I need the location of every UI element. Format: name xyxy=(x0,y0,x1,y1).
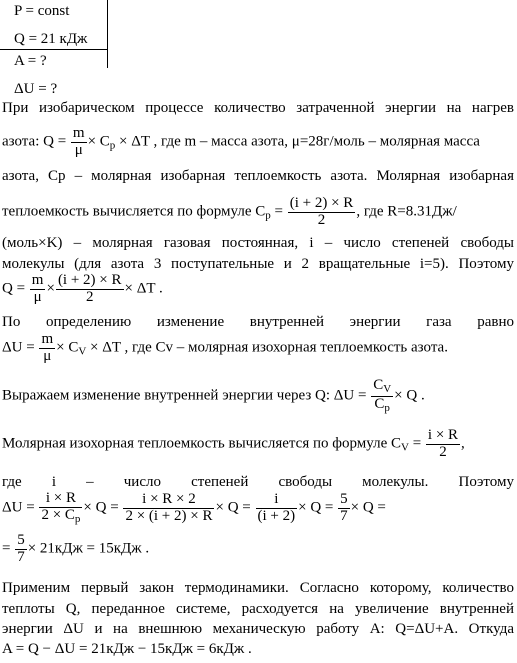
p2-line2: ΔU = $\frac{m}{\mu}$ × $C_V \times \Delta T$ , где Cv – молярная изохорная теплоемкость азота. xyxy=(2,331,448,364)
p1-line5: (моль×K) – молярная газовая постоянная, i – число степеней свободы xyxy=(2,235,514,251)
p5-line4: A = Q − ΔU = 21кДж − 15кДж = 6кДж . xyxy=(2,641,252,657)
p1-line6: молекулы (для азота 3 поступательные и 2 вращательные i=5). Поэтому xyxy=(2,256,514,272)
p3-line1: Выражаем изменение внутренней энергии через Q: ΔU = $\frac{C_V}{C_p}$ × Q . xyxy=(2,377,425,414)
given-horizontal-rule xyxy=(0,49,108,50)
p4-line1: Молярная изохорная теплоемкость вычисляется по формуле $C_V$ = $\frac{i \times R}{2}$ , xyxy=(2,427,465,460)
p2-line1: По определению изменение внутренней энергии газа равно xyxy=(2,314,514,330)
p1-line3: азота, Cp – молярная изобарная теплоемкость азота. Молярная изобарная xyxy=(2,168,514,184)
p5-line3: энергии ΔU и на внешнюю механическую работу A: Q=ΔU+A. Откуда xyxy=(2,621,514,637)
p5-line1: Применим первый закон термодинамики. Согласно которому, количество xyxy=(2,580,514,596)
given-pressure: P = const xyxy=(14,3,70,19)
p5-line2: теплоты Q, переданное системе, расходуется на увеличение внутренней xyxy=(2,601,514,617)
unknown-work: A = ? xyxy=(14,53,47,69)
p4-line2: где i – число степеней свободы молекулы. Поэтому xyxy=(2,474,514,490)
p1-line7: Q = $\frac{m}{\mu}$ × $\frac{(i + 2) \times R}{2}$ × ΔT . xyxy=(2,272,163,305)
given-block xyxy=(0,0,110,98)
p4-line4: = $\frac{5}{7}$ × 21кДж = 15кДж . xyxy=(2,532,150,565)
fraction-m-over-mu: $\frac{m}{\mu}$ xyxy=(72,125,85,158)
p1-line1: При изобарическом процессе количество затраченной энергии на нагрев xyxy=(2,100,514,116)
p4-line3: ΔU = $\frac{i \times R}{2 \times C_p}$ × Q = $\frac{i \times R \times 2}{2 \times (i + 2) \times R}$ × Q = $\frac{i}{(i + 2)}$ × Q = $\frac{5}{7}$ × Q = xyxy=(2,490,386,525)
fraction-cp-formula: $\frac{(i + 2) \times R}{2}$ xyxy=(289,195,354,228)
p1-line4: теплоемкость вычисляется по формуле $C_p$ = $\frac{(i + 2) \times R}{2}$ , где R=8.31Дж/ xyxy=(2,195,457,228)
unknown-internal-energy: ΔU = ? xyxy=(14,81,58,97)
given-heat: Q = 21 кДж xyxy=(14,31,88,47)
given-vertical-rule xyxy=(107,0,108,68)
p1-line2: азота: Q = $\frac{m}{\mu}$ × $C_p \times \Delta T$ , где m – масса азота, μ=28г/моль – молярная масса xyxy=(2,125,480,158)
